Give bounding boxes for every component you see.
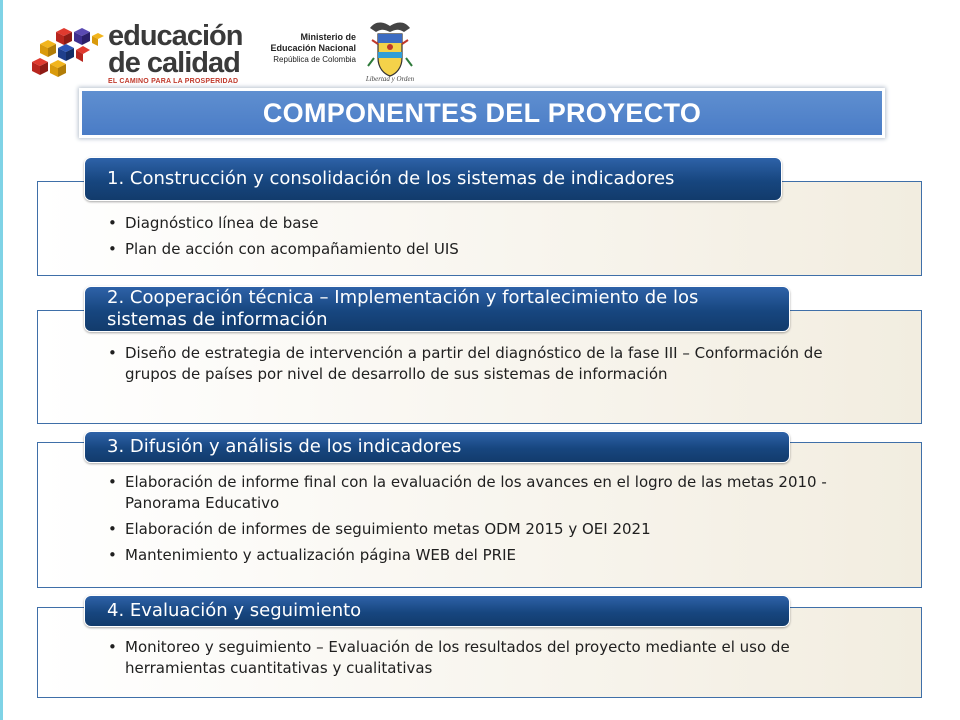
list-item: • Diseño de estrategia de intervención a partir del diagnóstico de la fase III – Conformación de grupos de países por nivel de desarrollo de sus sistemas de información <box>108 343 831 385</box>
list-item: • Elaboración de informe final con la evaluación de los avances en el logro de las metas 2010 - Panorama Educativo <box>108 472 831 514</box>
ministry-label <box>250 32 356 65</box>
section-2-bullets <box>108 343 831 385</box>
list-item: • Monitoreo y seguimiento – Evaluación de los resultados del proyecto mediante el uso de herramientas cuantitativas y cualitativas <box>108 637 831 679</box>
list-item: • Mantenimiento y actualización página WEB del PRIE <box>108 545 831 566</box>
list-item: • Plan de acción con acompañamiento del UIS <box>108 239 831 260</box>
ministry-line-1: Ministerio de <box>300 32 356 42</box>
crest-motto: Libertad y Orden <box>365 75 415 83</box>
section-heading-3: 3. Difusión y análisis de los indicadores <box>84 431 790 463</box>
section-panel-3 <box>37 442 922 588</box>
list-item: • Diagnóstico línea de base <box>108 213 831 234</box>
section-3-bullets <box>108 472 831 566</box>
education-quality-logo-cubes <box>30 28 105 80</box>
section-heading-4: 4. Evaluación y seguimiento <box>84 595 790 627</box>
section-4-bullets <box>108 637 831 679</box>
section-1-bullets <box>108 213 831 260</box>
logo-line-1: educación <box>108 20 243 52</box>
ministry-line-2: Educación Nacional <box>270 43 356 53</box>
list-item: • Elaboración de informes de seguimiento metas ODM 2015 y OEI 2021 <box>108 519 831 540</box>
left-border-rule <box>0 0 3 720</box>
logo-tagline: EL CAMINO PARA LA PROSPERIDAD <box>108 78 239 85</box>
section-heading-2: 2. Cooperación técnica – Implementación y fortalecimiento de los sistemas de información <box>84 286 790 332</box>
page-title: COMPONENTES DEL PROYECTO <box>262 97 702 128</box>
title-banner <box>79 88 885 138</box>
logo-line-2: de calidad <box>108 47 240 79</box>
ministry-line-3: República de Colombia <box>273 55 356 64</box>
section-heading-1: 1. Construcción y consolidación de los sistemas de indicadores <box>84 157 782 201</box>
education-quality-logo <box>108 22 242 85</box>
